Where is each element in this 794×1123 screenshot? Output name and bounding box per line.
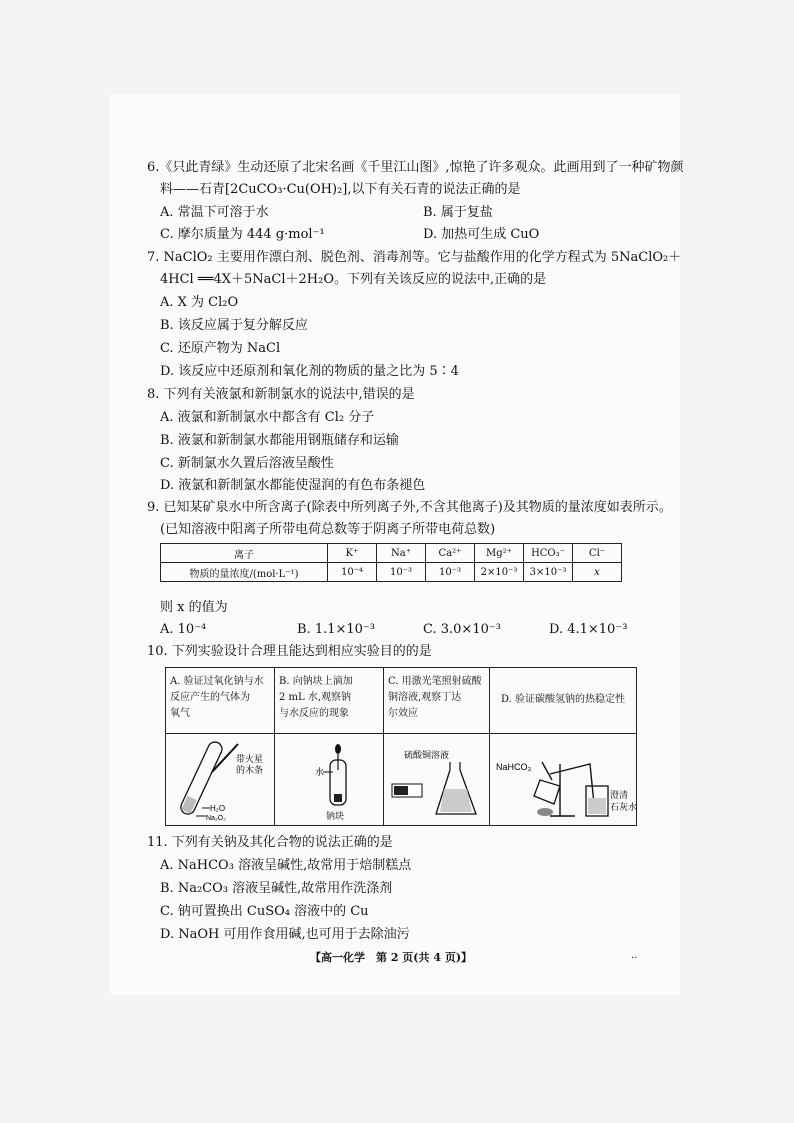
q11-option-c: C. 钠可置换出 CuSO₄ 溶液中的 Cu xyxy=(160,904,369,919)
text-line: 尔效应 xyxy=(388,708,418,719)
ion-concentration-table xyxy=(160,543,622,582)
page-mark: .. xyxy=(631,950,638,961)
text-line: 与水反应的现象 xyxy=(279,708,349,719)
q9-stem-line2: (已知溶液中阳离子所带电荷总数等于阴离子所带电荷总数) xyxy=(160,522,496,537)
q6-stem-line2: 料——石青[2CuCO₃·Cu(OH)₂],以下有关石青的说法正确的是 xyxy=(160,182,521,197)
label-nahco3: NaHCO₃ xyxy=(496,762,532,772)
q6-option-a: A. 常温下可溶于水 xyxy=(160,205,269,220)
dropper-diagram xyxy=(275,734,383,822)
q11-option-d: D. NaOH 可用作食用碱,也可用于去除油污 xyxy=(160,927,410,942)
table-cell: Mg²⁺ xyxy=(475,544,524,563)
table-cell: HCO₃⁻ xyxy=(524,544,573,563)
q7-option-b: B. 该反应属于复分解反应 xyxy=(160,318,308,333)
table-cell: 10⁻⁴ xyxy=(328,563,377,582)
text-line: 反应产生的气体为 xyxy=(170,692,250,703)
text-line: 铜溶液,观察丁达 xyxy=(388,692,462,703)
table-cell: 3×10⁻³ xyxy=(524,563,573,582)
label-na2o2: Na₂O₂ xyxy=(206,815,226,822)
experiment-b-desc xyxy=(275,668,384,734)
q9-option-c: C. 3.0×10⁻³ xyxy=(423,622,501,637)
label-stick: 带火星 xyxy=(236,754,264,764)
experiment-c-desc xyxy=(384,668,490,734)
q9-option-a: A. 10⁻⁴ xyxy=(160,622,207,637)
q7-option-c: C. 还原产物为 NaCl xyxy=(160,341,281,356)
label-na: 钠块 xyxy=(326,811,345,821)
q9-option-b: B. 1.1×10⁻³ xyxy=(297,622,375,637)
table-cell: 2×10⁻³ xyxy=(475,563,524,582)
table-row xyxy=(166,734,637,826)
q8-option-d: D. 液氯和新制氯水都能使湿润的有色布条褪色 xyxy=(160,478,426,493)
q6-option-d: D. 加热可生成 CuO xyxy=(423,227,540,242)
experiment-b-figure xyxy=(275,734,384,826)
label-stick2: 的木条 xyxy=(236,765,264,775)
table-row xyxy=(161,544,622,563)
table-cell: 10⁻³ xyxy=(377,563,426,582)
table-cell: K⁺ xyxy=(328,544,377,563)
label-lime2: 石灰水 xyxy=(610,802,636,812)
q6-stem-line1: 6.《只此青绿》生动还原了北宋名画《千里江山图》,惊艳了许多观众。此画用到了一种矿物颜 xyxy=(147,160,684,175)
label-water: 水 xyxy=(315,767,325,777)
text-line: D. 验证碳酸氢钠的热稳定性 xyxy=(500,694,626,705)
table-cell: Na⁺ xyxy=(377,544,426,563)
text-line: A. 验证过氧化钠与水 xyxy=(170,676,264,687)
table-row xyxy=(161,563,622,582)
q7-stem-line1: 7. NaClO₂ 主要用作漂白剂、脱色剂、消毒剂等。它与盐酸作用的化学方程式为 5NaClO₂＋ xyxy=(147,250,682,265)
text-line: B. 向钠块上滴加 xyxy=(279,676,353,687)
q10-stem: 10. 下列实验设计合理且能达到相应实验目的的是 xyxy=(147,644,432,659)
table-cell: Ca²⁺ xyxy=(426,544,475,563)
q8-option-c: C. 新制氯水久置后溶液呈酸性 xyxy=(160,456,334,471)
text-line: 氧气 xyxy=(170,708,190,719)
heating-apparatus-diagram xyxy=(490,734,636,822)
table-cell: Cl⁻ xyxy=(573,544,622,563)
experiment-d-figure xyxy=(490,734,637,826)
q9-stem-line1: 9. 已知某矿泉水中所含离子(除表中所列离子外,不含其他离子)及其物质的量浓度如表所示。 xyxy=(147,500,672,515)
table-cell: 10⁻³ xyxy=(426,563,475,582)
test-tube-diagram xyxy=(166,734,274,822)
q11-stem: 11. 下列有关钠及其化合物的说法正确的是 xyxy=(147,835,393,850)
q7-option-a: A. X 为 Cl₂O xyxy=(160,295,239,310)
label-lime1: 澄清 xyxy=(610,790,629,800)
table-cell: 物质的量浓度/(mol·L⁻¹) xyxy=(161,563,328,582)
q8-option-a: A. 液氯和新制氯水中都含有 Cl₂ 分子 xyxy=(160,410,375,425)
q6-option-c: C. 摩尔质量为 444 g·mol⁻¹ xyxy=(160,227,325,242)
experiment-a-desc xyxy=(166,668,275,734)
label-h2o: H₂O xyxy=(210,804,226,813)
q9-ask: 则 x 的值为 xyxy=(160,600,228,615)
table-cell: 离子 xyxy=(161,544,328,563)
table-row xyxy=(166,668,637,734)
experiment-d-desc xyxy=(490,668,637,734)
q9-option-d: D. 4.1×10⁻³ xyxy=(549,622,628,637)
q6-option-b: B. 属于复盐 xyxy=(423,205,493,220)
experiment-c-figure xyxy=(384,734,490,826)
q7-stem-line2: 4HCl ══4X＋5NaCl＋2H₂O。下列有关该反应的说法中,正确的是 xyxy=(160,272,547,287)
q7-option-d: D. 该反应中还原剂和氧化剂的物质的量之比为 5∶4 xyxy=(160,364,459,379)
text-line: C. 用激光笔照射硫酸 xyxy=(388,676,482,687)
page-footer: 【高一化学 第 2 页(共 4 页)】 xyxy=(310,951,473,964)
experiment-a-figure xyxy=(166,734,275,826)
q8-option-b: B. 液氯和新制氯水都能用钢瓶储存和运输 xyxy=(160,433,399,448)
text-line: 2 mL 水,观察钠 xyxy=(279,692,352,703)
q8-stem: 8. 下列有关液氯和新制氯水的说法中,错误的是 xyxy=(147,387,415,402)
laser-flask-diagram xyxy=(384,734,489,822)
label-cuso4: 硫酸铜溶液 xyxy=(404,750,450,760)
table-cell: x xyxy=(573,563,622,582)
q11-option-b: B. Na₂CO₃ 溶液呈碱性,故常用作洗涤剂 xyxy=(160,881,393,896)
q11-option-a: A. NaHCO₃ 溶液呈碱性,故常用于焙制糕点 xyxy=(160,858,412,873)
experiment-table xyxy=(165,667,637,826)
